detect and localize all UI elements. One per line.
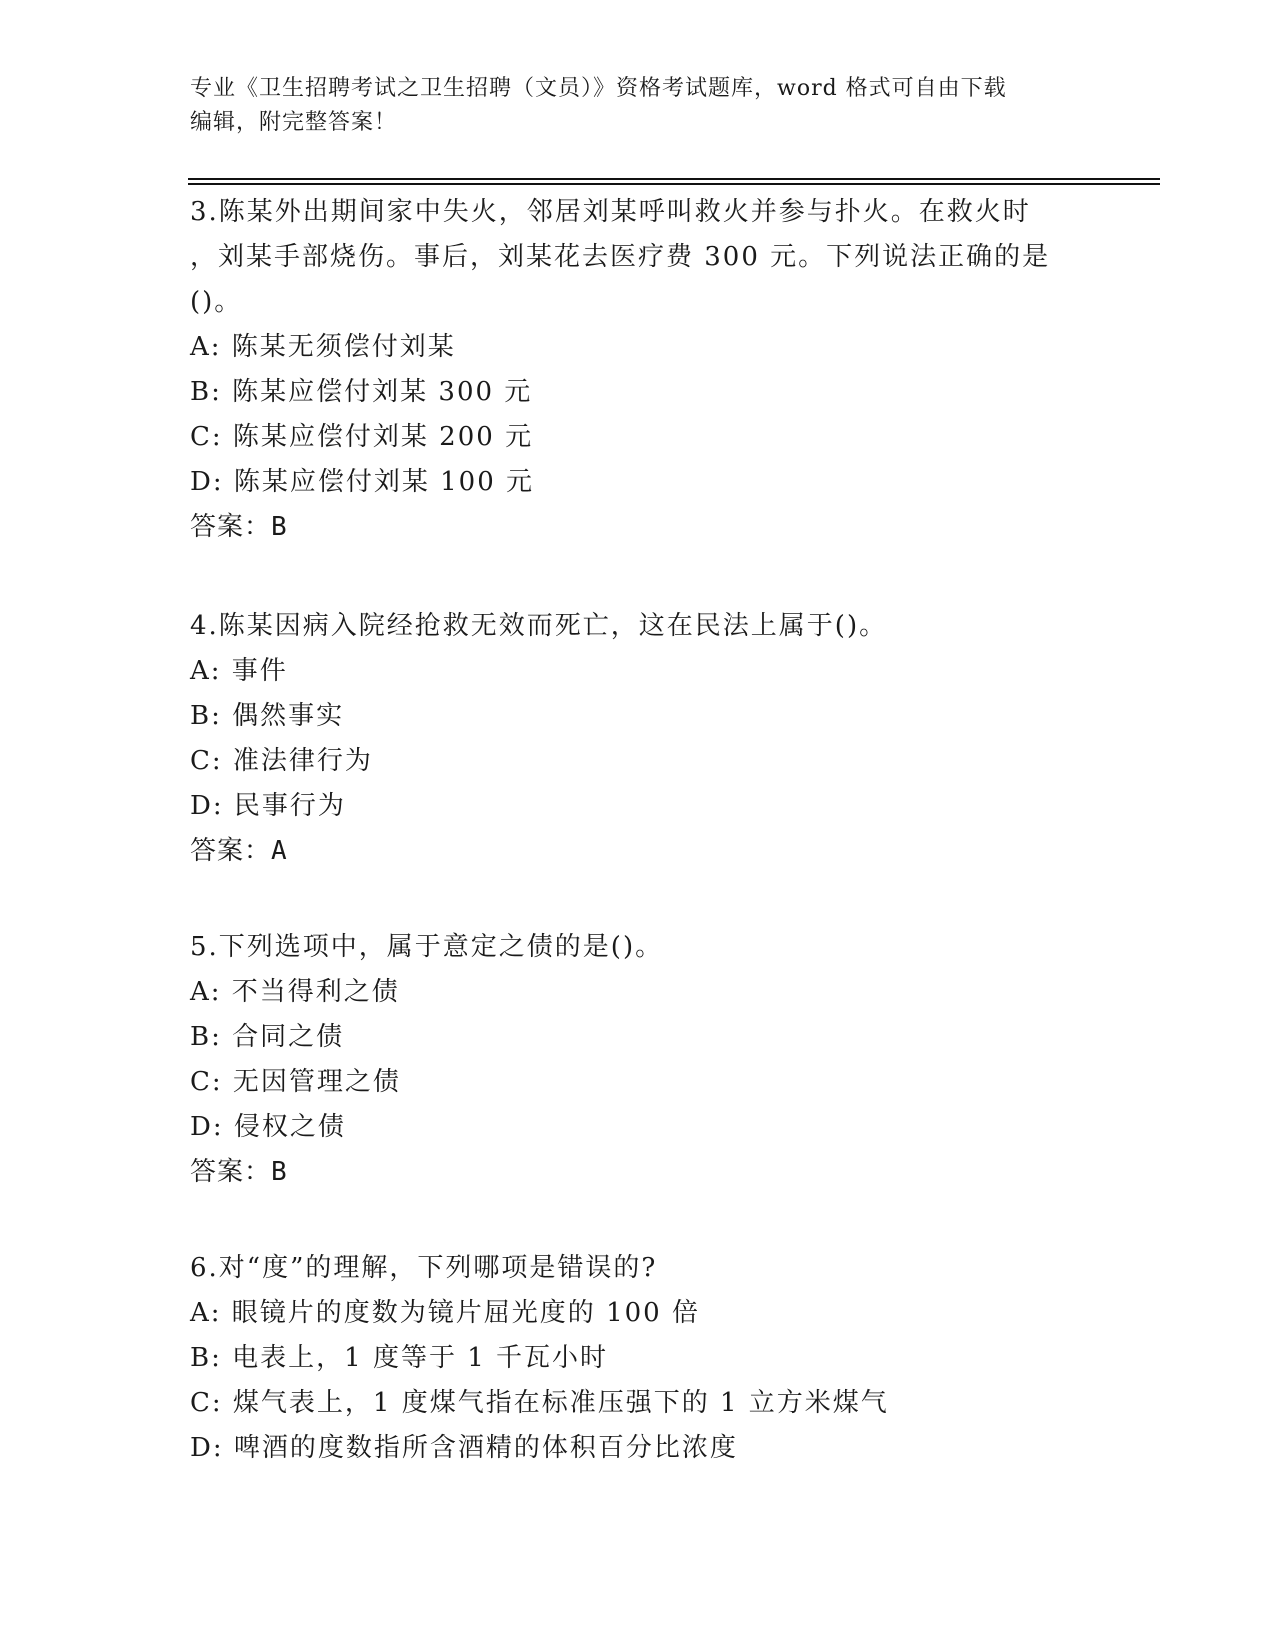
question-5 [190, 925, 1090, 1195]
option-c: C: 无因管理之债 [190, 1067, 401, 1097]
question-stem-line: ，刘某手部烧伤。事后，刘某花去医疗费 300 元。下列说法正确的是 [190, 242, 1051, 272]
question-6 [190, 1246, 1090, 1471]
option-c: C: 煤气表上，1 度煤气指在标准压强下的 1 立方米煤气 [190, 1388, 889, 1418]
answer-label: 答案：A [190, 836, 288, 866]
option-c: C: 准法律行为 [190, 746, 373, 776]
answer-label: 答案：B [190, 1157, 288, 1187]
question-stem [190, 190, 1090, 325]
answer-label: 答案：B [190, 512, 288, 542]
option-d: D: 陈某应偿付刘某 100 元 [190, 467, 535, 497]
option-a: A: 不当得利之债 [190, 977, 400, 1007]
header-line-2: 编辑，附完整答案！ [190, 110, 398, 135]
option-b: B: 电表上，1 度等于 1 千瓦小时 [190, 1343, 609, 1373]
option-c: C: 陈某应偿付刘某 200 元 [190, 422, 534, 452]
question-stem [190, 604, 1090, 649]
question-4 [190, 604, 1090, 874]
header-divider-bottom [188, 183, 1160, 185]
option-a: A: 眼镜片的度数为镜片屈光度的 100 倍 [190, 1298, 700, 1328]
question-stem-line: 4.陈某因病入院经抢救无效而死亡，这在民法上属于()。 [190, 611, 888, 641]
question-stem-line: 3.陈某外出期间家中失火，邻居刘某呼叫救火并参与扑火。在救火时 [190, 197, 1031, 227]
question-stem-line: 5.下列选项中，属于意定之债的是()。 [190, 932, 664, 962]
question-stem-line: ()。 [190, 287, 243, 317]
option-b: B: 合同之债 [190, 1022, 345, 1052]
option-b: B: 偶然事实 [190, 701, 345, 731]
option-d: D: 侵权之债 [190, 1112, 346, 1142]
option-b: B: 陈某应偿付刘某 300 元 [190, 377, 533, 407]
option-d: D: 啤酒的度数指所含酒精的体积百分比浓度 [190, 1433, 738, 1463]
question-3 [190, 190, 1090, 550]
question-stem [190, 925, 1090, 970]
header-divider-top [188, 178, 1160, 180]
option-a: A: 陈某无须偿付刘某 [190, 332, 456, 362]
option-d: D: 民事行为 [190, 791, 346, 821]
question-stem-line: 6.对“度”的理解，下列哪项是错误的? [190, 1253, 658, 1283]
question-stem [190, 1246, 1090, 1291]
header-line-1: 专业《卫生招聘考试之卫生招聘（文员）》资格考试题库，word 格式可自由下载 [190, 76, 1007, 101]
option-a: A: 事件 [190, 656, 288, 686]
document-header [190, 72, 1090, 140]
